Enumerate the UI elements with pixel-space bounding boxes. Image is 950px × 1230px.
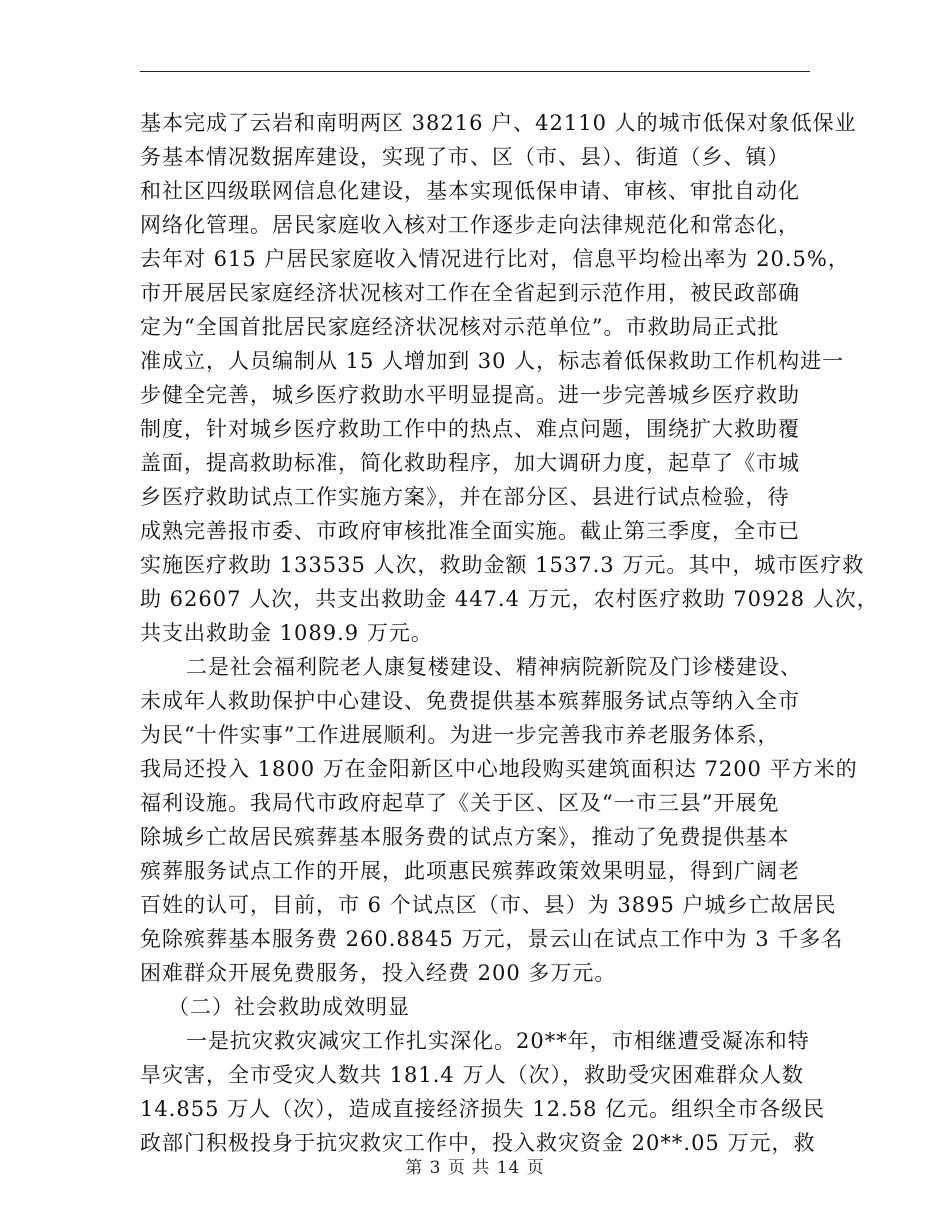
text-line: 准成立，人员编制从 15 人增加到 30 人，标志着低保救助工作机构进一 bbox=[140, 349, 845, 373]
text-line: 政部门积极投身于抗灾救灾工作中，投入救灾资金 20**.05 万元，救 bbox=[140, 1131, 816, 1155]
paragraph-start-line: 二是社会福利院老人康复楼建设、精神病院新院及门诊楼建设、 bbox=[186, 655, 802, 679]
text-line: 我局还投入 1800 万在金阳新区中心地段购买建筑面积达 7200 平方米的 bbox=[140, 757, 858, 781]
text-line: 为民“十件实事”工作进展顺利。为进一步完善我市养老服务体系， bbox=[140, 723, 780, 747]
text-line: 成熟完善报市委、市政府审核批准全面实施。截止第三季度，全市已 bbox=[140, 519, 800, 543]
section-heading: （二）社会救助成效明显 bbox=[168, 995, 410, 1019]
text-line: 基本完成了云岩和南明两区 38216 户、42110 人的城市低保对象低保业 bbox=[140, 111, 857, 135]
text-line: 未成年人救助保护中心建设、免费提供基本殡葬服务试点等纳入全市 bbox=[140, 689, 800, 713]
text-line: 制度，针对城乡医疗救助工作中的热点、难点问题，围绕扩大救助覆 bbox=[140, 417, 800, 441]
text-line: 除城乡亡故居民殡葬基本服务费的试点方案》，推动了免费提供基本 bbox=[140, 825, 790, 849]
text-line: 和社区四级联网信息化建设，基本实现低保申请、审核、审批自动化 bbox=[140, 179, 800, 203]
text-line: 殡葬服务试点工作的开展，此项惠民殡葬政策效果明显，得到广阔老 bbox=[140, 859, 800, 883]
text-line: 实施医疗救助 133535 人次，救助金额 1537.3 万元。其中，城市医疗救 bbox=[140, 553, 865, 577]
paragraph-start-line: 一是抗灾救灾减灾工作扎实深化。20**年，市相继遭受凝冻和特 bbox=[186, 1029, 810, 1053]
text-line: 步健全完善，城乡医疗救助水平明显提高。进一步完善城乡医疗救助 bbox=[140, 383, 800, 407]
text-line: 共支出救助金 1089.9 万元。 bbox=[140, 621, 433, 645]
text-line: 定为“全国首批居民家庭经济状况核对示范单位”。市救助局正式批 bbox=[140, 315, 780, 339]
text-line: 务基本情况数据库建设，实现了市、区（市、县）、街道（乡、镇） bbox=[140, 145, 790, 169]
text-line: 盖面，提高救助标准，简化救助程序，加大调研力度，起草了《市城 bbox=[140, 451, 800, 475]
page-footer: 第 3 页 共 14 页 bbox=[405, 1158, 545, 1178]
text-line: 市开展居民家庭经济状况核对工作在全省起到示范作用，被民政部确 bbox=[140, 281, 800, 305]
text-line: 免除殡葬基本服务费 260.8845 万元，景云山在试点工作中为 3 千多名 bbox=[140, 927, 844, 951]
header-rule bbox=[140, 71, 810, 72]
text-line: 14.855 万人（次），造成直接经济损失 12.58 亿元。组织全市各级民 bbox=[140, 1097, 826, 1121]
document-body bbox=[140, 106, 879, 1160]
text-line: 困难群众开展免费服务，投入经费 200 多万元。 bbox=[140, 961, 617, 985]
text-line: 百姓的认可，目前，市 6 个试点区（市、县）为 3895 户城乡亡故居民 bbox=[140, 893, 837, 917]
text-line: 去年对 615 户居民家庭收入情况进行比对，信息平均检出率为 20.5%， bbox=[140, 247, 850, 271]
text-line: 旱灾害，全市受灾人数共 181.4 万人（次），救助受灾困难群众人数 bbox=[140, 1063, 804, 1087]
text-line: 乡医疗救助试点工作实施方案》，并在部分区、县进行试点检验，待 bbox=[140, 485, 790, 509]
text-line: 福利设施。我局代市政府起草了《关于区、区及“一市三县”开展免 bbox=[140, 791, 780, 815]
text-line: 网络化管理。居民家庭收入核对工作逐步走向法律规范化和常态化， bbox=[140, 213, 800, 237]
text-line: 助 62607 人次，共支出救助金 447.4 万元，农村医疗救助 70928 人次， bbox=[140, 587, 879, 611]
